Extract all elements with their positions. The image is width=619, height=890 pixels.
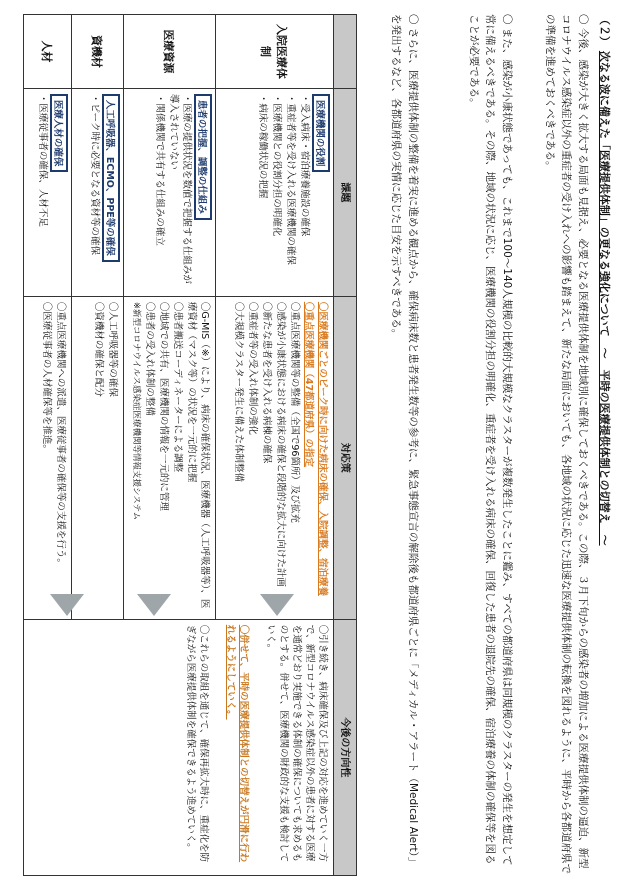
header-issue: 課題 [334,88,357,296]
measure-line: 〇重点医療機関への派遣、医療従事者の確保等の支援を行う。 [55,301,66,568]
issue-line: ・医療従事者の確保、人材不足 [37,93,48,227]
row-issue [124,88,216,296]
section-title: 次なる波に備えた「医療提供体制」の更なる強化について ～ 平時の医療提供体制との切替え ～ [598,50,611,546]
arrow-right-icon [50,594,84,616]
measure-line: 〇重点医療機関等の整備（全国で96箇所）及び拡充 [289,301,300,523]
issue-line: ・医療機関との役割分担の明確化 [271,93,282,237]
issue-line: ・受入病床・宿泊療養施設の確保 [299,93,310,237]
row-category: 資機材 [72,15,124,89]
measure-line: 〇患者搬送コーディネーターによる調整 [172,301,183,473]
paragraph-text: また、感染が小康状態であっても、これまで100～140人規模の比較的大規模なクラスターが複数発生したことに鑑み、すべての都道府県は同規模のクラスターの発生を想定して常に備えるべきである。その際、地域の状況に応じ、医療機関の役割分担の明確化、重症者を受け入れる病床の確保、回復した患者の退院先の確保、宿泊療養の体制の確保等を図ることが必要である。 [468,14,513,866]
row-measures [24,296,72,619]
table-header-row [334,15,357,876]
direction-text: 〇併せて、平時の医療提供体制との切替えが円滑に行われるようにしていく。 [225,624,249,863]
row-issue [24,88,72,296]
bullet: 〇 [501,14,513,25]
measure-line: 〇重点医療機関（47都道府県）の指定 [303,301,314,468]
row-measures [124,296,216,619]
paragraph-2 [466,14,516,874]
measure-line: 〇医療従事者の人材確保等を推進。 [41,301,52,454]
issue-line: ・病床の稼働状況の把握 [257,93,268,199]
measure-line: 〇G-MIS（※）により、病床の確保状況、医療機器（人工呼吸器等）、医療資材（マスク等）の状況を一元的に把握 [186,301,210,609]
arrow-right-icon [137,594,171,616]
measure-footnote: ※新型コロナウイルス感染症医療機関等情報支援システム [131,301,141,521]
row-issue [72,88,124,296]
measure-line: 〇人工呼吸器等の確保 [107,301,118,397]
row-category: 人材 [24,15,72,89]
issue-line: ・ピーク時に必要となる資材等の確保 [89,93,100,256]
measures-table [23,14,357,876]
section-number: （２） [598,14,611,47]
measure-line: 〇感染が小康状態における病床の確保と段階的な拡大に向けた計画 [275,301,286,587]
measure-line: 〇大規模クラスター発生に備えた体制整備 [233,301,244,483]
table-row [216,15,334,876]
paragraph-3 [388,14,421,874]
header-direction: 今後の方向性 [334,619,357,875]
measure-line: 〇新たな患者を受け入れる病棟の確保 [261,301,272,464]
section-heading [597,14,611,546]
header-category [334,15,357,89]
measure-line: 〇患者の受入れ体制の整備 [144,301,155,416]
measure-line: 〇医療機関ごとのピーク時に向けた病床の確保、入院調整、宿泊療養 [317,301,328,596]
issue-title: 医療機関の役割 [312,94,330,173]
row-category: 入院医療体制 [216,15,334,89]
row-issue [216,88,334,296]
measure-line: 〇重症者等の受入れ体制の強化 [247,301,258,435]
issue-title: 人工呼吸器、ECMO、PPE等の確保 [102,94,120,262]
direction-text: 〇引き続き、病床確保及び上記の対応を進めていく一方で、新型コロナウイルス感染症以外の患者に対する医療を通常どおり実施できる体制の確保についても求めるものとする。併せて、医療機関の財政的な支援も検討していく。 [265,624,328,863]
row-category: 医療資源 [124,15,216,89]
row-measures [72,296,124,619]
paragraph-1 [542,14,592,874]
direction-text: 〇これらの取組を通じて、確保再拡大時に、重症化を防ぎながら医療提供体制を確保できるよう進めていく。 [185,624,209,863]
issue-line: ・関係機関で共有する仕組みの確立 [154,93,165,246]
issue-title: 医療人材の確保 [50,94,68,173]
issue-line: ・重症者等を受け入れる医療機関の確保 [285,93,296,265]
issue-title: 患者の把握、調整の仕組み [194,94,212,220]
arrow-right-icon [260,594,294,616]
paragraph-text: 今後、感染が大きく拡大する局面も見据え、必要となる医療提供体制を地域別に確保しておくべきである。この際、３月下旬からの感染者の増加による医療提供体制の逼迫、新型コロナウイルス感染症以外の重症者の受け入れへの影響も踏まえて、新たな局面においても、各地域の状況に応じた迅速な医療提供体制の転換を図れるように、平時から各都道府県での準備を進めておくべきである。 [544,14,589,874]
measure-line: 〇地域での共有、医療機関の情報を一元的に管理 [158,301,169,511]
paragraph-text: さらに、医療提供体制の整備を着実に進める観点から、確保病床数と患者発生数等の参考に、緊急事態宣言の解除後も都道府県ごとに「メディカル・アラート（Medical Alert）」を発出するなど、各都道府県の実情に応じた目安を示すべきである。 [390,14,419,868]
measure-line: 〇資機材の確保と配分 [93,301,104,397]
row-measures [216,296,334,619]
issue-line: ・医療の提供状況を数値で把握する仕組みが導入されていない [168,93,192,284]
bullet: 〇 [407,14,419,25]
direction-cell [24,619,334,875]
header-measures: 対応策 [334,296,357,619]
bullet: 〇 [577,14,589,25]
